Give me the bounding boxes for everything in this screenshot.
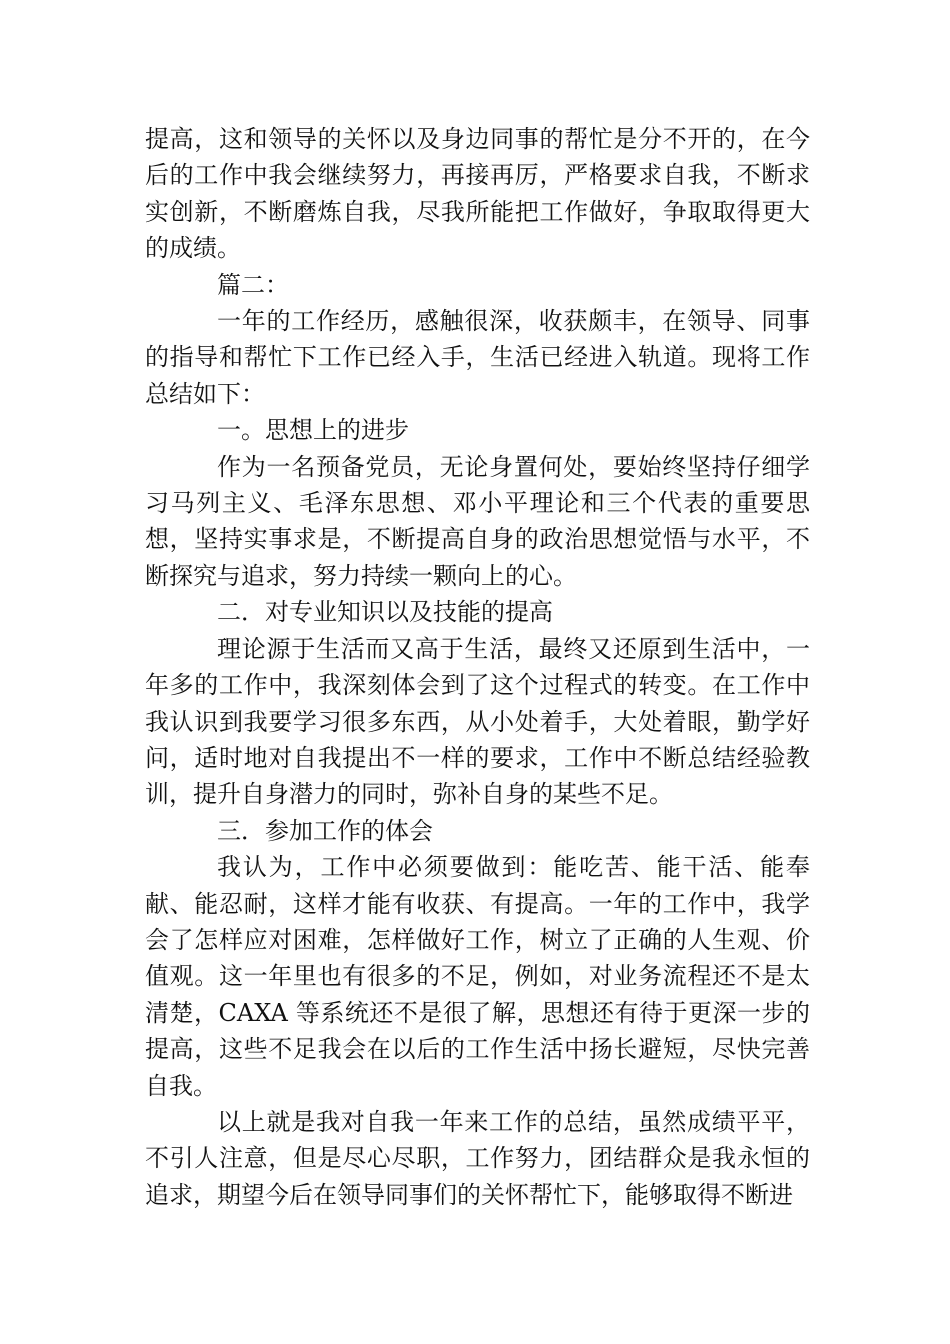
paragraph-continuation: 提高，这和领导的关怀以及身边同事的帮忙是分不开的，在今后的工作中我会继续努力，再接再厉，严格要求自我，不断求实创新，不断磨炼自我，尽我所能把工作做好，争取取得更大的成绩。	[145, 125, 810, 263]
paragraph-conclusion: 以上就是我对自我一年来工作的总结，虽然成绩平平，不引人注意，但是尽心尽职，工作努力，团结群众是我永恒的追求，期望今后在领导同事们的关怀帮忙下，能够取得不断进	[145, 1107, 810, 1209]
paragraph-ideology: 作为一名预备党员，无论身置何处，要始终坚持仔细学习马列主义、毛泽东思想、邓小平理论和三个代表的重要思想，坚持实事求是，不断提高自身的政治思想觉悟与水平，不断探究与追求，努力持续一颗向上的心。	[145, 452, 810, 590]
document-body	[145, 121, 810, 1213]
paragraph-intro: 一年的工作经历，感触很深，收获颇丰，在领导、同事的指导和帮忙下工作已经入手，生活已经进入轨道。现将工作总结如下：	[145, 307, 810, 408]
paragraph-experience: 我认为，工作中必须要做到：能吃苦、能干活、能奉献、能忍耐，这样才能有收获、有提高。一年的工作中，我学会了怎样应对困难，怎样做好工作，树立了正确的人生观、价值观。这一年里也有很多的不足，例如，对业务流程还不是太清楚，CAXA 等系统还不是很了解，思想还有待于更深一步的提高，这些不足我会在以后的工作生活中扬长避短，尽快完善自我。	[145, 853, 810, 1100]
subheading-professional-skills: 二．对专业知识以及技能的提高	[217, 598, 553, 627]
subheading-ideological-progress: 一。思想上的进步	[217, 416, 409, 445]
paragraph-skills: 理论源于生活而又高于生活，最终又还原到生活中，一年多的工作中，我深刻体会到了这个过程式的转变。在工作中我认识到我要学习很多东西，从小处着手，大处着眼，勤学好问，适时地对自我提出不一样的要求，工作中不断总结经验教训，提升自身潜力的同时，弥补自身的某些不足。	[145, 634, 810, 809]
subheading-work-experience: 三．参加工作的体会	[217, 816, 433, 845]
section-heading-part-two: 篇二：	[217, 270, 289, 299]
